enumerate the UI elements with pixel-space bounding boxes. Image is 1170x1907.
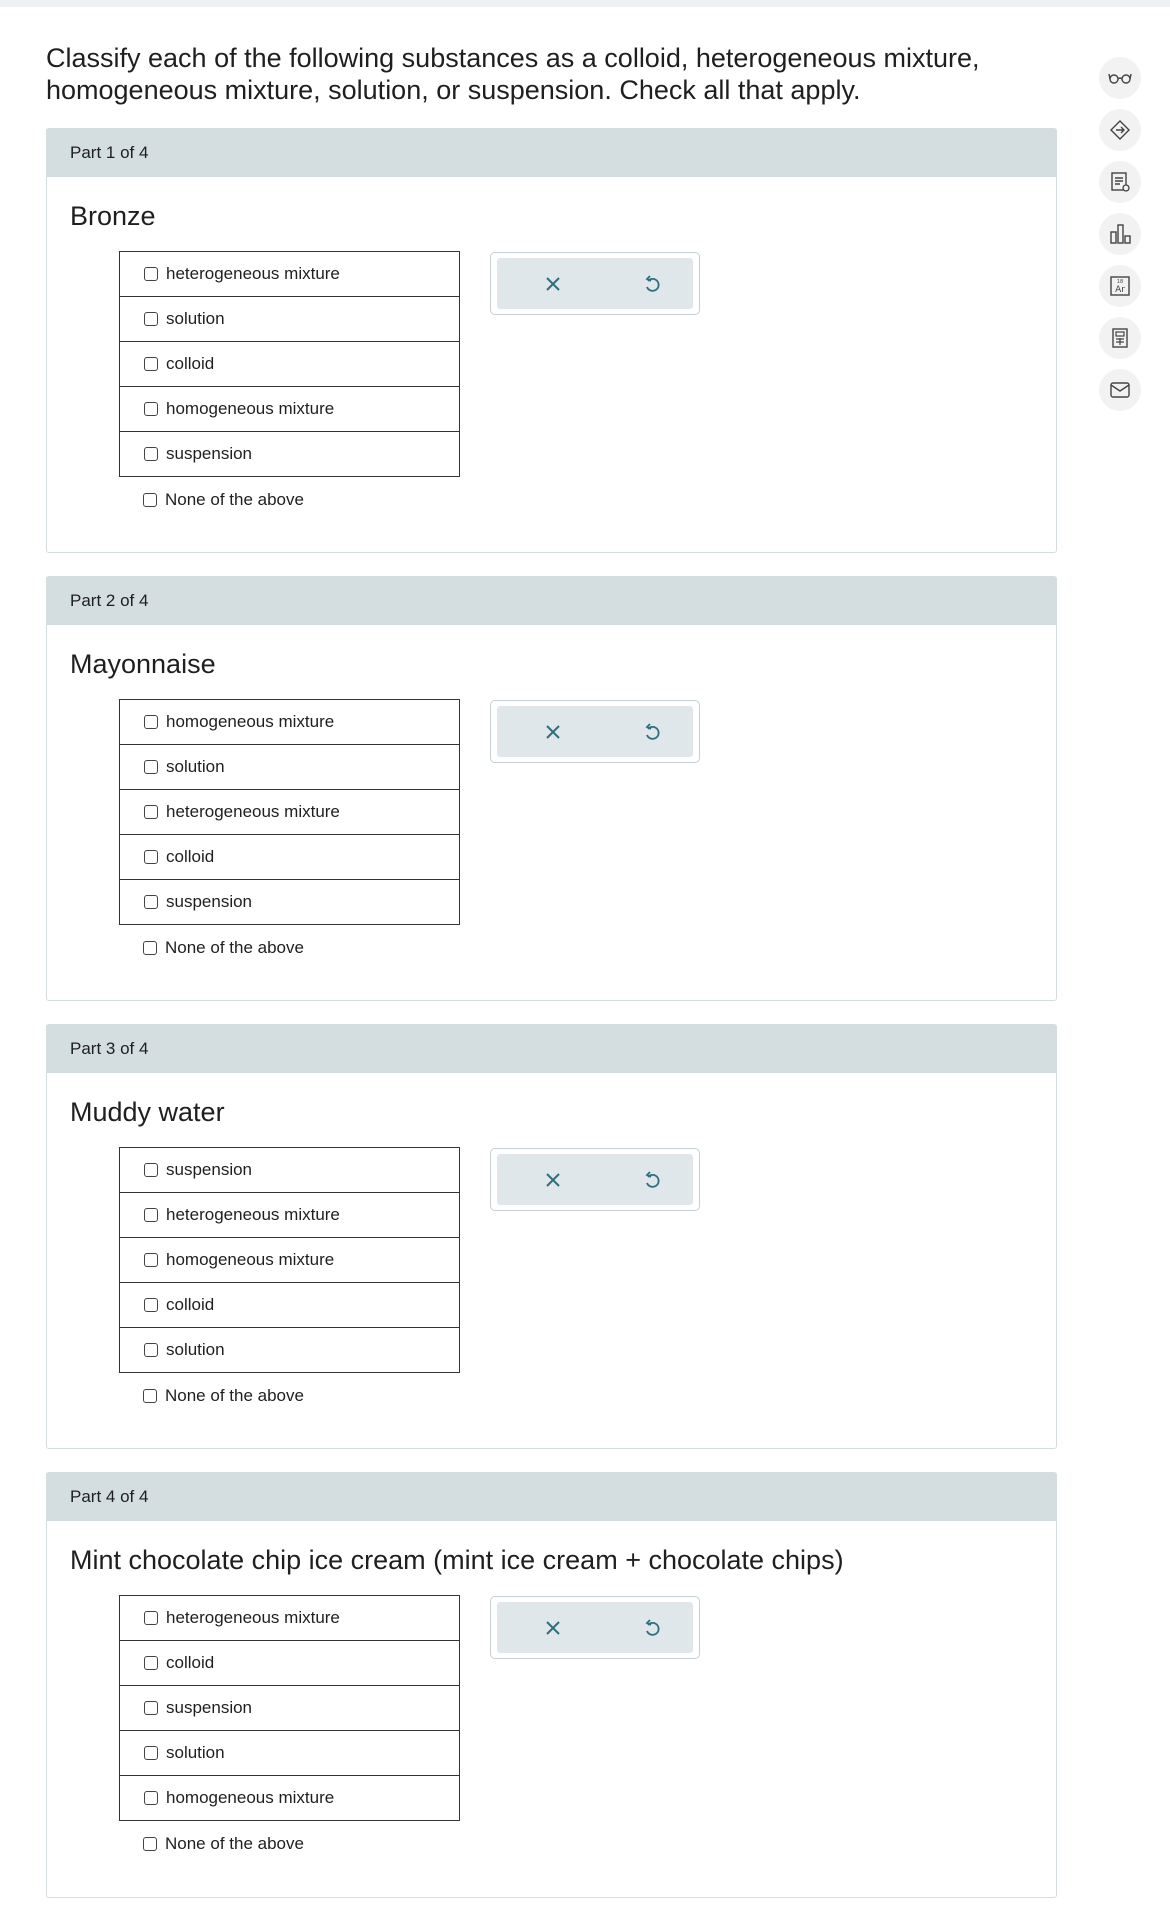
clear-button[interactable]	[539, 1166, 567, 1194]
none-of-the-above-row[interactable]	[119, 477, 460, 522]
option-label: colloid	[166, 847, 215, 866]
checkbox[interactable]	[144, 1656, 158, 1670]
option-label: None of the above	[165, 937, 304, 957]
option-row[interactable]	[119, 1686, 460, 1731]
checkbox[interactable]	[143, 941, 157, 955]
close-icon	[545, 724, 561, 740]
option-row[interactable]	[119, 1238, 460, 1283]
option-label: solution	[166, 1743, 225, 1762]
option-label: suspension	[166, 1160, 253, 1179]
option-label: homogeneous mixture	[166, 1788, 335, 1807]
option-row[interactable]	[119, 1776, 460, 1821]
option-label: None of the above	[165, 1385, 304, 1405]
options-table	[119, 1595, 460, 1866]
option-row[interactable]	[119, 1283, 460, 1328]
calculator-icon	[1109, 327, 1131, 349]
option-label: heterogeneous mixture	[166, 1608, 340, 1627]
part-4	[46, 1472, 1057, 1898]
none-of-the-above-row[interactable]	[119, 1373, 460, 1418]
part-title: Mint chocolate chip ice cream (mint ice cream + chocolate chips)	[70, 1545, 844, 1575]
checkbox[interactable]	[144, 1253, 158, 1267]
checkbox[interactable]	[144, 760, 158, 774]
option-row[interactable]	[119, 880, 460, 925]
svg-text:Ar: Ar	[1115, 285, 1125, 295]
part-header: Part 3 of 4	[47, 1025, 1056, 1073]
option-label: homogeneous mixture	[166, 1250, 335, 1269]
tag-button[interactable]	[1099, 109, 1141, 151]
undo-button[interactable]	[638, 1166, 666, 1194]
part-title: Mayonnaise	[70, 649, 216, 679]
undo-button[interactable]	[638, 1614, 666, 1642]
checkbox[interactable]	[144, 1163, 158, 1177]
notes-button[interactable]	[1099, 161, 1141, 203]
option-row[interactable]	[119, 1731, 460, 1776]
calculator-button[interactable]	[1099, 317, 1141, 359]
checkbox[interactable]	[144, 1701, 158, 1715]
part-2	[46, 576, 1057, 1001]
clear-button[interactable]	[539, 270, 567, 298]
option-label: colloid	[166, 354, 215, 373]
options-table	[119, 251, 460, 522]
answer-actions	[490, 1148, 700, 1211]
close-icon	[545, 1620, 561, 1636]
option-label: None of the above	[165, 489, 304, 509]
part-header: Part 1 of 4	[47, 129, 1056, 177]
undo-icon	[643, 1171, 661, 1189]
option-label: suspension	[166, 444, 253, 463]
svg-text:18: 18	[1116, 279, 1124, 285]
checkbox[interactable]	[143, 1837, 157, 1851]
checkbox[interactable]	[144, 895, 158, 909]
option-row[interactable]	[119, 387, 460, 432]
bar-chart-icon	[1108, 223, 1132, 245]
undo-button[interactable]	[638, 270, 666, 298]
checkbox[interactable]	[144, 1298, 158, 1312]
option-row[interactable]	[119, 1595, 460, 1641]
option-row[interactable]	[119, 251, 460, 297]
undo-button[interactable]	[638, 718, 666, 746]
question-text: Classify each of the following substances as a colloid, heterogeneous mixture, homogeneous mixture, solution, or suspension. Check all that apply.	[46, 43, 980, 105]
option-row[interactable]	[119, 342, 460, 387]
option-row[interactable]	[119, 1328, 460, 1373]
clear-button[interactable]	[539, 718, 567, 746]
top-bar	[0, 0, 1170, 7]
tag-icon	[1109, 119, 1131, 141]
checkbox[interactable]	[143, 1389, 157, 1403]
options-table	[119, 699, 460, 970]
option-label: suspension	[166, 1698, 253, 1717]
option-row[interactable]	[119, 1641, 460, 1686]
option-label: None of the above	[165, 1833, 304, 1853]
mail-icon	[1109, 381, 1131, 399]
undo-icon	[643, 275, 661, 293]
none-of-the-above-row[interactable]	[119, 925, 460, 970]
option-row[interactable]	[119, 1193, 460, 1238]
option-label: homogeneous mixture	[166, 399, 335, 418]
checkbox[interactable]	[144, 402, 158, 416]
checkbox[interactable]	[144, 1611, 158, 1625]
option-label: solution	[166, 757, 225, 776]
part-title: Muddy water	[70, 1097, 225, 1127]
options-table	[119, 1147, 460, 1418]
undo-icon	[643, 1619, 661, 1637]
part-header: Part 4 of 4	[47, 1473, 1056, 1521]
answer-actions	[490, 1596, 700, 1659]
part-1	[46, 128, 1057, 553]
answer-actions	[490, 252, 700, 315]
checkbox[interactable]	[144, 1746, 158, 1760]
option-label: heterogeneous mixture	[166, 1205, 340, 1224]
option-label: solution	[166, 309, 225, 328]
checkbox[interactable]	[144, 312, 158, 326]
option-label: heterogeneous mixture	[166, 264, 340, 283]
option-row[interactable]	[119, 1147, 460, 1193]
periodic-table-button[interactable]	[1099, 265, 1141, 307]
option-row[interactable]	[119, 432, 460, 477]
undo-icon	[643, 723, 661, 741]
glasses-button[interactable]	[1099, 57, 1141, 99]
option-label: homogeneous mixture	[166, 712, 335, 731]
clear-button[interactable]	[539, 1614, 567, 1642]
checkbox[interactable]	[143, 493, 157, 507]
part-title: Bronze	[70, 201, 156, 231]
option-label: suspension	[166, 892, 253, 911]
glasses-icon	[1108, 71, 1132, 85]
notes-icon	[1109, 171, 1131, 193]
checkbox[interactable]	[144, 1791, 158, 1805]
checkbox[interactable]	[144, 1208, 158, 1222]
option-row[interactable]	[119, 699, 460, 745]
option-row[interactable]	[119, 835, 460, 880]
close-icon	[545, 276, 561, 292]
option-label: colloid	[166, 1653, 215, 1672]
checkbox[interactable]	[144, 1343, 158, 1357]
option-row[interactable]	[119, 297, 460, 342]
part-header: Part 2 of 4	[47, 577, 1056, 625]
option-label: heterogeneous mixture	[166, 802, 340, 821]
checkbox[interactable]	[144, 850, 158, 864]
periodic-table-icon	[1109, 275, 1131, 297]
part-3	[46, 1024, 1057, 1449]
option-label: colloid	[166, 1295, 215, 1314]
close-icon	[545, 1172, 561, 1188]
checkbox[interactable]	[144, 267, 158, 281]
checkbox[interactable]	[144, 805, 158, 819]
checkbox[interactable]	[144, 715, 158, 729]
none-of-the-above-row[interactable]	[119, 1821, 460, 1866]
option-row[interactable]	[119, 745, 460, 790]
option-row[interactable]	[119, 790, 460, 835]
chart-button[interactable]	[1099, 213, 1141, 255]
answer-actions	[490, 700, 700, 763]
message-button[interactable]	[1099, 369, 1141, 411]
checkbox[interactable]	[144, 447, 158, 461]
option-label: solution	[166, 1340, 225, 1359]
checkbox[interactable]	[144, 357, 158, 371]
